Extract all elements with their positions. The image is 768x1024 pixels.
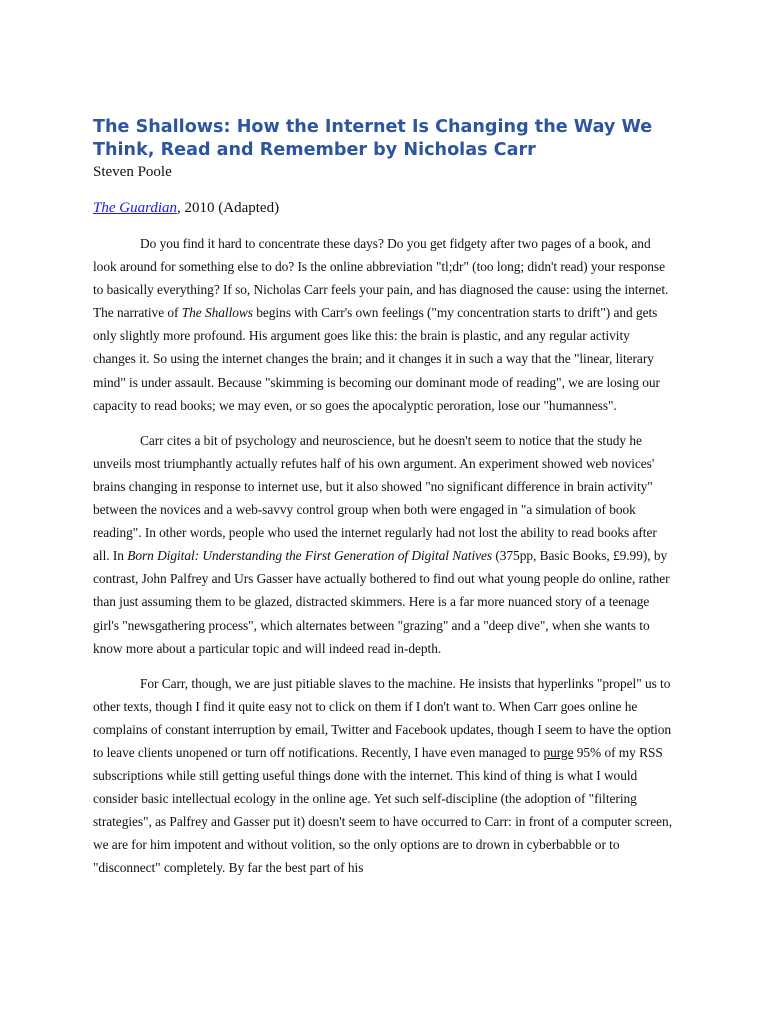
paragraph-1	[93, 232, 673, 417]
source-suffix: , 2010 (Adapted)	[177, 200, 280, 216]
paragraph-3	[93, 672, 673, 880]
paragraph-1-text-b: begins with Carr's own feelings ("my concentration starts to drift") and gets only slightly more profound. His argument goes like this: the brain is plastic, and any regular activity changes it. So using the internet changes the brain; and it changes it in such a way that the "linear, literary mind" is under assault. Because "skimming is becoming our dominant mode of reading", we are losing our capacity to read books; we may even, or so goes the apocalyptic peroration, lose our "humanness".	[93, 305, 660, 413]
paragraph-2	[93, 429, 673, 660]
article-author: Steven Poole	[93, 164, 172, 180]
paragraph-3-text-a: For Carr, though, we are just pitiable slaves to the machine. He insists that hyperlinks "propel" us to other texts, though I find it quite easy not to click on them if I don't want to. When Carr goes online he complains of constant interruption by email, Twitter and Facebook updates, though I seem to have the option to leave clients unopened or turn off notifications. Recently, I have even managed to	[93, 675, 672, 760]
book-title-shallows: The Shallows	[181, 305, 253, 321]
book-title-born-digital: Born Digital: Understanding the First Generation of Digital Natives	[127, 548, 493, 564]
underlined-word-purge: purge	[543, 744, 574, 760]
paragraph-2-text-b: (375pp, Basic Books, £9.99), by contrast, John Palfrey and Urs Gasser have actually bothered to find out what young people do online, rather than just assuming them to be glazed, distracted skimmers. Here is a far more nuanced story of a teenage girl's "newsgathering process", which alternates between "grazing" and a "deep dive", when she wants to know more about a particular topic and will indeed read in-depth.	[93, 548, 670, 656]
document-page	[93, 116, 673, 880]
paragraph-1-text-a: Do you find it hard to concentrate these days? Do you get fidgety after two pages of a book, and look around for something else to do? Is the online abbreviation "tl;dr" (too long; didn't read) your response to basically everything? If so, Nicholas Carr feels your pain, and has diagnosed the cause: using the internet. The narrative of	[93, 236, 669, 321]
source-line	[93, 198, 673, 218]
paragraph-3-text-b: 95% of my RSS subscriptions while still getting useful things done with the internet. This kind of thing is what I would consider basic intellectual ecology in the online age. Yet such self-discipline (the adoption of "filtering strategies", as Palfrey and Gasser put it) doesn't seem to have occurred to Carr: in front of a computer screen, we are for him impotent and without volition, so the only options are to drown in cyberbabble or to "disconnect" completely. By far the best part of his	[93, 744, 672, 876]
source-link[interactable]: The Guardian	[93, 200, 178, 216]
paragraph-2-text-a: Carr cites a bit of psychology and neuroscience, but he doesn't seem to notice that the study he unveils most triumphantly actually refutes half of his own argument. An experiment showed web novices' brains changing in response to internet use, but it also showed "no significant difference in brain activity" between the novices and a web-savvy control group when both were engaged in "a simulation of book reading". In other words, people who used the internet regularly had not lost the ability to read books after all. In	[93, 432, 657, 564]
article-title: The Shallows: How the Internet Is Changing the Way We Think, Read and Remember by Nicholas Carr	[93, 117, 653, 160]
